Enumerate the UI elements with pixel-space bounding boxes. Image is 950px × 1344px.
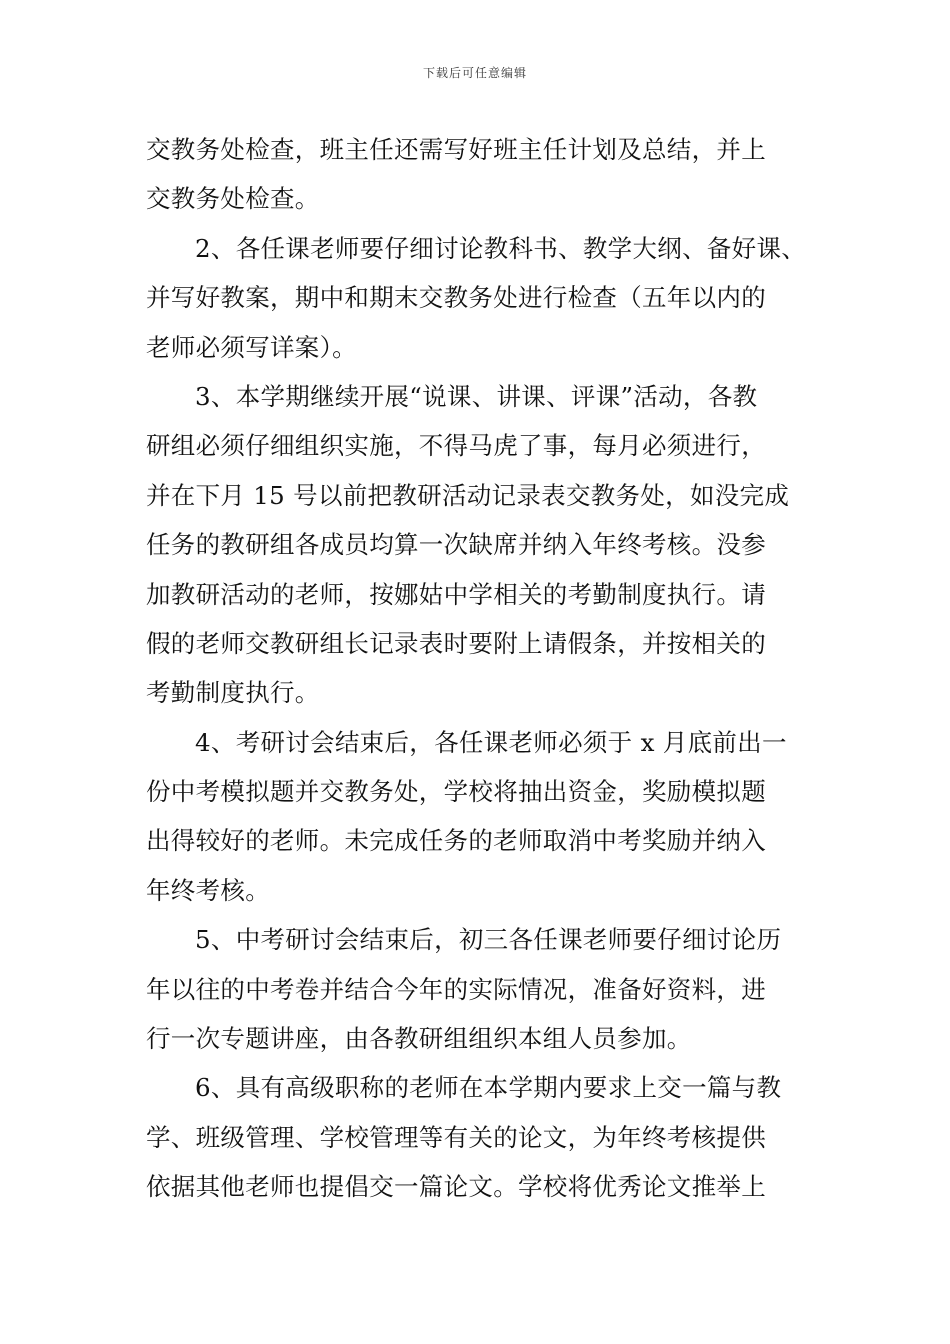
text-line-13: 4、考研讨会结束后，各任课老师必须于 x 月底前出一 xyxy=(195,727,787,757)
text-line-19: 行一次专题讲座，由各教研组组织本组人员参加。 xyxy=(146,1024,692,1054)
text-line-2: 交教务处检查。 xyxy=(146,184,320,214)
text-line-1: 交教务处检查，班主任还需写好班主任计划及总结，并上 xyxy=(146,135,766,164)
text-line-15: 出得较好的老师。未完成任务的老师取消中考奖励并纳入 xyxy=(146,826,766,856)
text-line-22: 依据其他老师也提倡交一篇论文。学校将优秀论文推举上 xyxy=(146,1172,766,1202)
text-line-9: 任务的教研组各成员均算一次缺席并纳入年终考核。没参 xyxy=(146,530,766,560)
document-body xyxy=(146,125,816,1212)
text-line-16: 年终考核。 xyxy=(146,875,270,905)
text-line-12: 考勤制度执行。 xyxy=(146,678,320,708)
text-line-5: 老师必须写详案）。 xyxy=(146,332,357,362)
text-line-17: 5、中考研讨会结束后，初三各任课老师要仔细讨论历 xyxy=(195,925,782,955)
text-line-11: 假的老师交教研组长记录表时要附上请假条，并按相关的 xyxy=(146,628,766,658)
text-line-8: 并在下月 15 号以前把教研活动记录表交教务处，如没完成 xyxy=(146,480,790,510)
text-line-7: 研组必须仔细组织实施，不得马虎了事，每月必须进行， xyxy=(146,431,766,461)
text-line-18: 年以往的中考卷并结合今年的实际情况，准备好资料，进 xyxy=(146,974,766,1004)
text-line-14: 份中考模拟题并交教务处，学校将抽出资金，奖励模拟题 xyxy=(146,777,766,807)
text-line-20: 6、具有高级职称的老师在本学期内要求上交一篇与教 xyxy=(195,1073,782,1103)
text-line-6: 3、本学期继续开展“说课、讲课、评课”活动，各教 xyxy=(195,381,758,411)
text-line-10: 加教研活动的老师，按娜姑中学相关的考勤制度执行。请 xyxy=(146,579,766,609)
text-line-21: 学、班级管理、学校管理等有关的论文，为年终考核提供 xyxy=(146,1122,766,1152)
text-line-4: 并写好教案，期中和期末交教务处进行检查（五年以内的 xyxy=(146,283,766,313)
page-header: 下载后可任意编辑 xyxy=(422,66,527,80)
text-line-3: 2、各任课老师要仔细讨论教科书、教学大纲、备好课、 xyxy=(195,233,807,263)
